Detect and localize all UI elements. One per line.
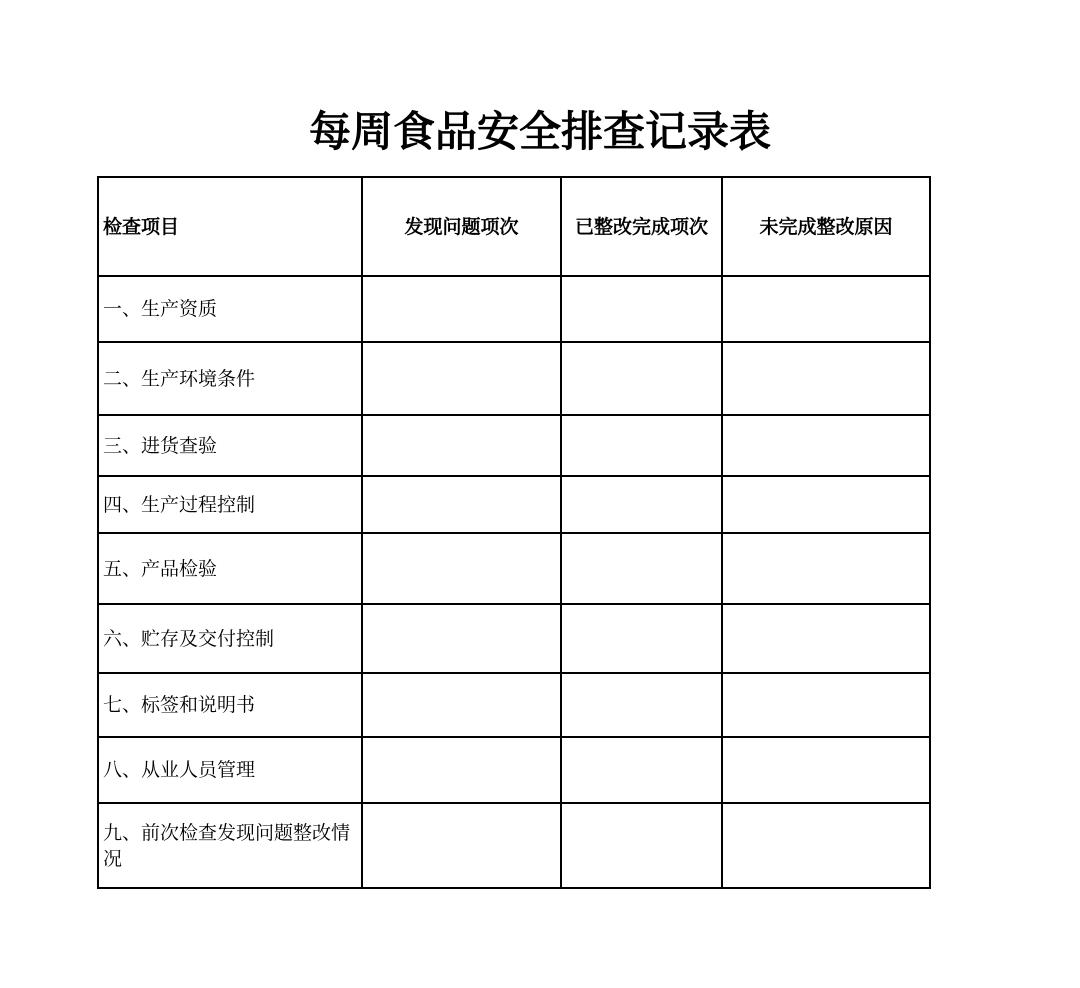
unfixed-reason-cell[interactable] — [722, 803, 930, 888]
row-item-label: 八、从业人员管理 — [98, 737, 362, 803]
row-item-label: 七、标签和说明书 — [98, 673, 362, 737]
table-row — [98, 276, 930, 342]
found-issues-cell[interactable] — [362, 737, 561, 803]
row-item-label: 四、生产过程控制 — [98, 476, 362, 533]
found-issues-cell[interactable] — [362, 604, 561, 673]
row-item-label: 一、生产资质 — [98, 276, 362, 342]
table-header-row — [98, 177, 930, 276]
table-row — [98, 604, 930, 673]
found-issues-cell[interactable] — [362, 415, 561, 476]
fixed-count-cell[interactable] — [561, 604, 722, 673]
row-item-label: 三、进货查验 — [98, 415, 362, 476]
fixed-count-cell[interactable] — [561, 673, 722, 737]
found-issues-cell[interactable] — [362, 533, 561, 604]
found-issues-cell[interactable] — [362, 276, 561, 342]
row-item-label: 六、贮存及交付控制 — [98, 604, 362, 673]
table-row — [98, 737, 930, 803]
row-item-label: 九、前次检查发现问题整改情况 — [98, 803, 362, 888]
unfixed-reason-cell[interactable] — [722, 604, 930, 673]
fixed-count-cell[interactable] — [561, 276, 722, 342]
table-row — [98, 673, 930, 737]
unfixed-reason-cell[interactable] — [722, 737, 930, 803]
row-item-label: 五、产品检验 — [98, 533, 362, 604]
header-fixed-count: 已整改完成项次 — [561, 177, 722, 276]
fixed-count-cell[interactable] — [561, 533, 722, 604]
unfixed-reason-cell[interactable] — [722, 342, 930, 415]
unfixed-reason-cell[interactable] — [722, 276, 930, 342]
fixed-count-cell[interactable] — [561, 803, 722, 888]
fixed-count-cell[interactable] — [561, 342, 722, 415]
table-row — [98, 342, 930, 415]
unfixed-reason-cell[interactable] — [722, 415, 930, 476]
fixed-count-cell[interactable] — [561, 737, 722, 803]
found-issues-cell[interactable] — [362, 803, 561, 888]
header-unfixed-reason: 未完成整改原因 — [722, 177, 930, 276]
table-row — [98, 476, 930, 533]
unfixed-reason-cell[interactable] — [722, 673, 930, 737]
found-issues-cell[interactable] — [362, 476, 561, 533]
fixed-count-cell[interactable] — [561, 415, 722, 476]
document-title: 每周食品安全排查记录表 — [308, 107, 771, 156]
table-row — [98, 803, 930, 888]
table-row — [98, 533, 930, 604]
row-item-label: 二、生产环境条件 — [98, 342, 362, 415]
unfixed-reason-cell[interactable] — [722, 533, 930, 604]
found-issues-cell[interactable] — [362, 673, 561, 737]
header-check-item: 检查项目 — [98, 177, 362, 276]
inspection-record-table — [97, 176, 931, 889]
unfixed-reason-cell[interactable] — [722, 476, 930, 533]
header-found-issues: 发现问题项次 — [362, 177, 561, 276]
table-row — [98, 415, 930, 476]
found-issues-cell[interactable] — [362, 342, 561, 415]
fixed-count-cell[interactable] — [561, 476, 722, 533]
